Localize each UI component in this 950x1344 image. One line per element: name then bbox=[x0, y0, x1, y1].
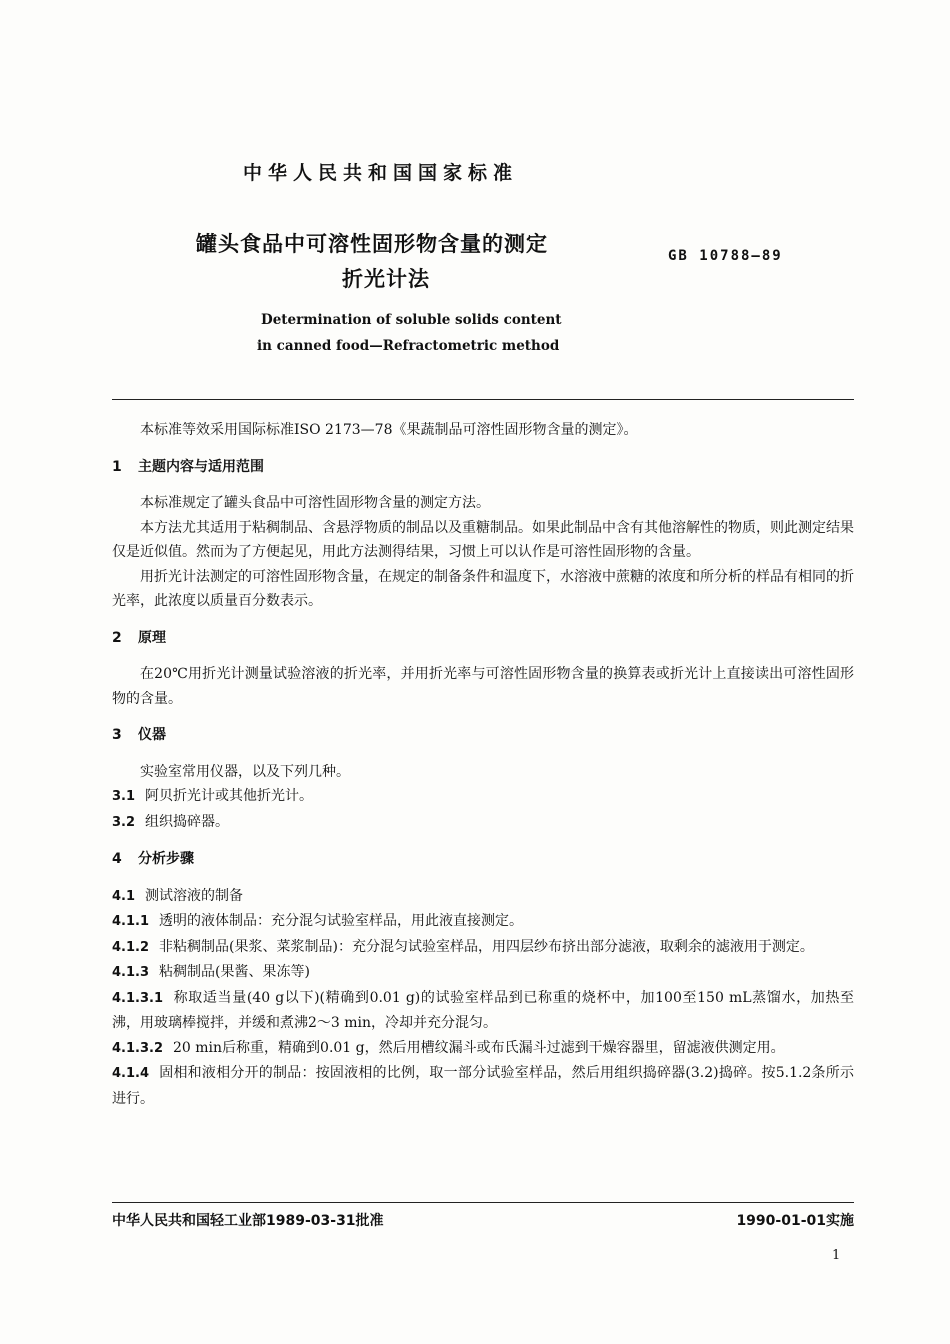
clause-text: 固相和液相分开的制品：按固液相的比例，取一部分试验室样品，然后用组织捣碎器(3.2)捣碎。按5.1.2条所示进行。 bbox=[112, 1065, 854, 1107]
intro-paragraph: 本标准等效采用国际标准ISO 2173—78《果蔬制品可溶性固形物含量的测定》。 bbox=[140, 422, 638, 438]
subclause bbox=[112, 960, 854, 986]
section-3-heading bbox=[112, 723, 854, 748]
clause-text: 透明的液体制品：充分混匀试验室样品，用此液直接测定。 bbox=[159, 913, 524, 929]
section-4-heading bbox=[112, 847, 854, 872]
subclause bbox=[112, 884, 854, 910]
title-cn-line2: 折光计法 bbox=[342, 267, 430, 291]
title-cn-line1: 罐头食品中可溶性固形物含量的测定 bbox=[196, 232, 548, 256]
clause-number: 4.1.1 bbox=[112, 914, 150, 929]
header-divider bbox=[112, 399, 854, 400]
section-2-heading bbox=[112, 626, 854, 651]
paragraph: 在20℃用折光计测量试验溶液的折光率，并用折光率与可溶性固形物含量的换算表或折光计上直接读出可溶性固形物的含量。 bbox=[112, 666, 854, 707]
clause-text: 20 min后称重，精确到0.01 g，然后用槽纹漏斗或布氏漏斗过滤到干燥容器里，留滤液供测定用。 bbox=[173, 1039, 785, 1056]
title-en-line2: in canned food—Refractometric method bbox=[257, 338, 560, 354]
section-number: 3 bbox=[112, 727, 122, 743]
clause-number: 4.1.4 bbox=[112, 1066, 150, 1081]
clause-number: 3.1 bbox=[112, 789, 136, 804]
subclause bbox=[112, 935, 854, 961]
page-number: 1 bbox=[832, 1248, 841, 1263]
section-title: 原理 bbox=[138, 629, 166, 646]
subclause bbox=[112, 1036, 854, 1062]
section-number: 2 bbox=[112, 629, 122, 646]
clause-text: 测试溶液的制备 bbox=[145, 887, 244, 904]
section-title: 主题内容与适用范围 bbox=[138, 458, 264, 475]
clause-number: 4.1.3 bbox=[112, 965, 150, 980]
subclause bbox=[112, 784, 854, 810]
section-number: 1 bbox=[112, 458, 122, 475]
clause-text: 非粘稠制品(果浆、菜浆制品)：充分混匀试验室样品，用四层纱布挤出部分滤液，取剩余的滤液用于测定。 bbox=[159, 938, 814, 955]
section-1-heading bbox=[112, 455, 854, 480]
subclause bbox=[112, 810, 854, 836]
standard-header: 中华人民共和国国家标准 bbox=[243, 162, 519, 184]
paragraph: 用折光计法测定的可溶性固形物含量，在规定的制备条件和温度下，水溶液中蔗糖的浓度和所分析的样品有相同的折光率，此浓度以质量百分数表示。 bbox=[112, 568, 854, 609]
paragraph: 实验室常用仪器，以及下列几种。 bbox=[140, 763, 350, 780]
approval-line: 中华人民共和国轻工业部1989-03-31批准 bbox=[112, 1213, 384, 1229]
footer-divider bbox=[112, 1202, 854, 1203]
section-title: 仪器 bbox=[138, 727, 166, 743]
standard-code: GB 10788—89 bbox=[668, 248, 783, 264]
subclause bbox=[112, 986, 854, 1036]
clause-number: 4.1.3.2 bbox=[112, 1040, 163, 1056]
subclause bbox=[112, 1061, 854, 1111]
clause-number: 3.2 bbox=[112, 814, 136, 830]
clause-number: 4.1.3.1 bbox=[112, 990, 163, 1006]
clause-text: 阿贝折光计或其他折光计。 bbox=[145, 788, 314, 804]
clause-number: 4.1 bbox=[112, 888, 136, 904]
effective-date: 1990-01-01实施 bbox=[736, 1213, 854, 1229]
paragraph: 本标准规定了罐头食品中可溶性固形物含量的测定方法。 bbox=[140, 495, 490, 511]
clause-text: 称取适当量(40 g以下)(精确到0.01 g)的试验室样品到已称重的烧杯中，加100至150 mL蒸馏水，加热至沸，用玻璃棒搅拌，并缓和煮沸2～3 min，冷却并充分混匀。 bbox=[112, 989, 854, 1031]
subclause bbox=[112, 909, 854, 935]
paragraph: 本方法尤其适用于粘稠制品、含悬浮物质的制品以及重糖制品。如果此制品中含有其他溶解性的物质，则此测定结果仅是近似值。然而为了方便起见，用此方法测得结果，习惯上可以认作是可溶性固形物的含量。 bbox=[112, 519, 854, 560]
clause-text: 粘稠制品(果酱、果冻等) bbox=[159, 964, 310, 980]
title-en-line1: Determination of soluble solids content bbox=[261, 312, 562, 328]
section-number: 4 bbox=[112, 851, 122, 867]
section-title: 分析步骤 bbox=[138, 851, 194, 867]
clause-text: 组织捣碎器。 bbox=[145, 813, 230, 830]
document-body bbox=[112, 418, 854, 1111]
clause-number: 4.1.2 bbox=[112, 939, 150, 955]
